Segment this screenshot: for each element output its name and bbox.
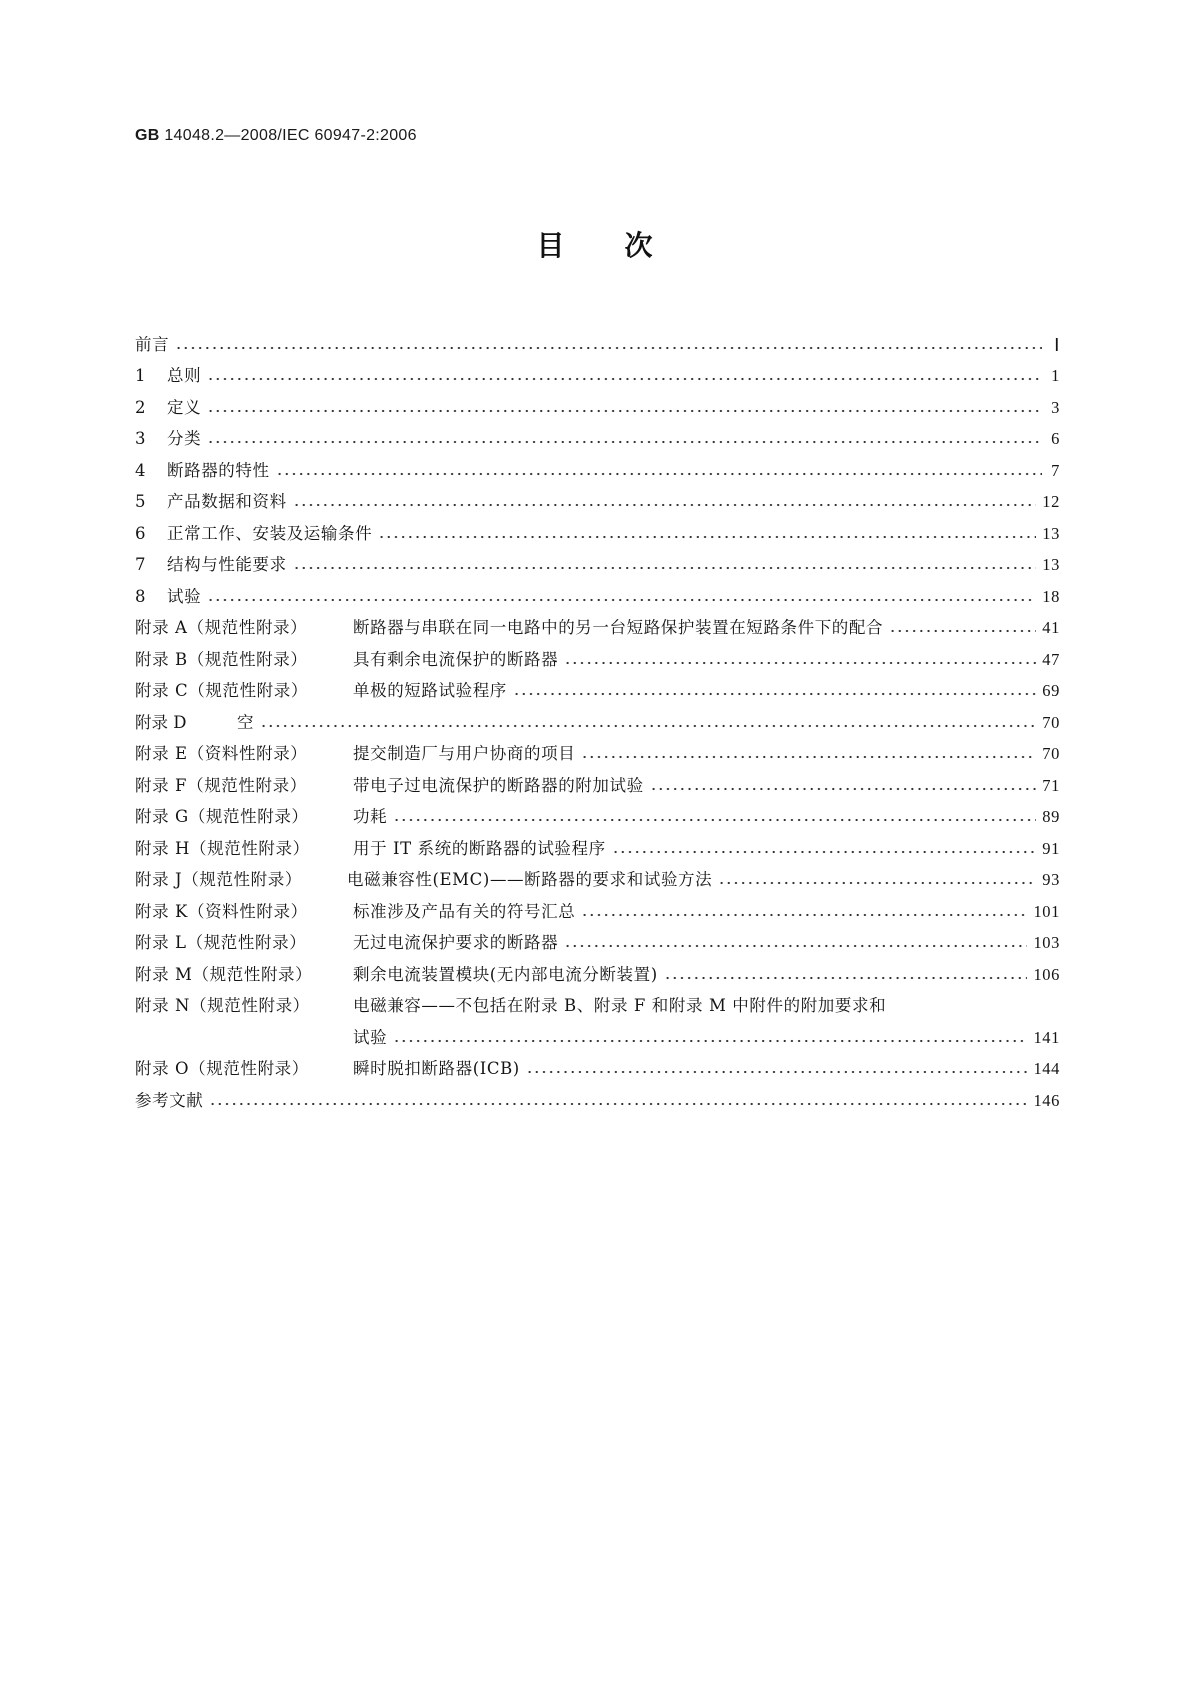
dot-leader (564, 660, 1036, 666)
toc-entry-annex[interactable] (135, 1049, 1060, 1081)
toc-entry-clause[interactable] (135, 419, 1060, 451)
toc-entry-page: 18 (1042, 586, 1060, 606)
toc-entry-page: 7 (1051, 460, 1060, 480)
dot-leader (207, 439, 1042, 445)
toc-entry-clause[interactable] (135, 513, 1060, 545)
annex-heading: 附录 J（规范性附录） (135, 870, 302, 889)
standard-number (135, 127, 417, 145)
toc-entry-page: 106 (1033, 964, 1060, 984)
toc-entry-annex-n-continued[interactable] (135, 1017, 1060, 1049)
clause-number: 1 (135, 366, 146, 385)
dot-leader (393, 1038, 1027, 1044)
dot-leader (889, 628, 1036, 634)
dot-leader (207, 597, 1036, 603)
toc-entry-annex-n[interactable] (135, 986, 1060, 1018)
toc-entry-foreword[interactable] (135, 324, 1060, 356)
toc-entry-page: 70 (1042, 744, 1060, 763)
toc-entry-page: 70 (1042, 712, 1060, 732)
toc-entry-page: 69 (1042, 681, 1060, 700)
toc-entry-annex[interactable] (135, 639, 1060, 671)
toc-entry-clause[interactable] (135, 356, 1060, 388)
toc-entry-label: 提交制造厂与用户协商的项目 (353, 744, 576, 763)
dot-leader (276, 471, 1042, 477)
dot-leader (612, 849, 1037, 855)
toc-entry-label: 断路器与串联在同一电路中的另一台短路保护装置在短路条件下的配合 (353, 618, 884, 637)
dot-leader (718, 880, 1036, 886)
toc-entry-page: 93 (1042, 870, 1060, 889)
title-char-1: 目 (536, 229, 567, 262)
annex-heading: 附录 G（规范性附录） (135, 807, 309, 826)
toc-entry-clause[interactable] (135, 576, 1060, 608)
toc-entry-label: 总则 (167, 366, 202, 385)
toc-entry-page: 13 (1042, 555, 1060, 574)
toc-entry-label: 带电子过电流保护的断路器的附加试验 (353, 775, 644, 795)
toc-entry-annex[interactable] (135, 860, 1060, 892)
toc-entry-label: 前言 (135, 334, 170, 354)
annex-heading: 附录 N（规范性附录） (135, 996, 310, 1015)
toc-entry-label: 无过电流保护要求的断路器 (353, 933, 559, 952)
toc-entry-label-line1: 电磁兼容——不包括在附录 B、附录 F 和附录 M 中附件的附加要求和 (353, 996, 887, 1015)
annex-heading: 附录 F（规范性附录） (135, 775, 307, 795)
toc-entry-page: Ⅰ (1054, 334, 1060, 355)
toc-entry-label-line2: 试验 (353, 1027, 388, 1047)
annex-heading: 附录 B（规范性附录） (135, 649, 308, 669)
dot-leader (513, 691, 1036, 697)
toc-entry-page: 3 (1051, 397, 1060, 417)
dot-leader (378, 534, 1036, 540)
annex-heading: 附录 C（规范性附录） (135, 681, 308, 700)
toc-entry-label: 电磁兼容性(EMC)——断路器的要求和试验方法 (347, 870, 713, 889)
dot-leader (207, 376, 1042, 382)
toc-entry-clause[interactable] (135, 482, 1060, 514)
standard-code: 14048.2—2008/IEC 60947-2:2006 (164, 127, 417, 144)
standard-prefix: GB (135, 127, 160, 144)
toc-entry-annex[interactable] (135, 608, 1060, 640)
clause-number: 6 (135, 523, 146, 543)
toc-entry-clause[interactable] (135, 387, 1060, 419)
clause-number: 2 (135, 397, 146, 417)
toc-entry-page: 141 (1033, 1027, 1060, 1047)
toc-entry-page: 146 (1033, 1090, 1060, 1110)
dot-leader (207, 408, 1042, 414)
dot-leader (293, 565, 1037, 571)
toc-entry-label: 瞬时脱扣断路器(ICB) (353, 1059, 520, 1078)
dot-leader (650, 786, 1037, 792)
clause-number: 5 (135, 492, 146, 511)
dot-leader (564, 943, 1027, 949)
toc-entry-page: 1 (1051, 366, 1060, 385)
toc-entry-page: 103 (1033, 933, 1060, 952)
dot-leader (393, 817, 1036, 823)
toc-entry-label: 正常工作、安装及运输条件 (167, 523, 373, 543)
annex-heading: 附录 H（规范性附录） (135, 838, 310, 858)
dot-leader (581, 912, 1027, 918)
clause-number: 4 (135, 460, 146, 480)
toc-entry-page: 71 (1042, 775, 1060, 795)
annex-heading: 附录 O（规范性附录） (135, 1059, 309, 1078)
toc-entry-page: 91 (1042, 838, 1060, 858)
title-char-2: 次 (624, 229, 655, 262)
toc-entry-label: 具有剩余电流保护的断路器 (353, 649, 559, 669)
toc-entry-annex[interactable] (135, 671, 1060, 703)
toc-entry-label: 断路器的特性 (167, 460, 270, 480)
toc-entry-label: 分类 (167, 429, 202, 448)
toc-entry-page: 12 (1042, 492, 1060, 511)
annex-heading: 附录 L（规范性附录） (135, 933, 307, 952)
toc-entry-label: 单极的短路试验程序 (353, 681, 507, 700)
page-title (0, 228, 1191, 264)
toc-entry-annex[interactable] (135, 734, 1060, 766)
toc-entry-page: 47 (1042, 649, 1060, 669)
toc-entry-label: 功耗 (353, 807, 388, 826)
toc-entry-label: 剩余电流装置模块(无内部电流分断装置) (353, 964, 658, 984)
annex-heading: 附录 A（规范性附录） (135, 618, 308, 637)
annex-heading: 附录 M（规范性附录） (135, 964, 313, 984)
toc-entry-page: 144 (1033, 1059, 1060, 1078)
toc-entry-annex[interactable] (135, 954, 1060, 986)
toc-entry-annex[interactable] (135, 702, 1060, 734)
table-of-contents (135, 324, 1060, 1112)
toc-entry-page: 13 (1042, 523, 1060, 543)
clause-number: 7 (135, 555, 146, 574)
toc-entry-page: 101 (1033, 901, 1060, 921)
annex-heading: 附录 E（资料性附录） (135, 744, 308, 763)
dot-leader (175, 345, 1042, 351)
toc-entry-annex[interactable] (135, 891, 1060, 923)
dot-leader (581, 754, 1036, 760)
dot-leader (260, 723, 1036, 729)
dot-leader (209, 1101, 1027, 1107)
toc-entry-label: 空 (237, 712, 255, 732)
toc-entry-label: 结构与性能要求 (167, 555, 287, 574)
toc-entry-label: 用于 IT 系统的断路器的试验程序 (353, 838, 606, 858)
toc-entry-label: 产品数据和资料 (167, 492, 287, 511)
clause-number: 3 (135, 429, 146, 448)
toc-entry-label: 定义 (167, 397, 202, 417)
dot-leader (664, 975, 1028, 981)
clause-number: 8 (135, 586, 146, 606)
toc-entry-clause[interactable] (135, 545, 1060, 577)
toc-entry-annex[interactable] (135, 765, 1060, 797)
toc-entry-label: 参考文献 (135, 1090, 204, 1110)
toc-entry-bibliography[interactable] (135, 1080, 1060, 1112)
toc-entry-clause[interactable] (135, 450, 1060, 482)
toc-entry-label: 标准涉及产品有关的符号汇总 (353, 901, 576, 921)
dot-leader (293, 502, 1037, 508)
toc-entry-annex[interactable] (135, 923, 1060, 955)
toc-entry-annex[interactable] (135, 797, 1060, 829)
annex-heading: 附录 K（资料性附录） (135, 901, 308, 921)
toc-entry-page: 6 (1051, 429, 1060, 448)
dot-leader (526, 1069, 1028, 1075)
toc-entry-label: 试验 (167, 586, 202, 606)
toc-entry-page: 41 (1042, 618, 1060, 637)
toc-entry-annex[interactable] (135, 828, 1060, 860)
toc-entry-page: 89 (1042, 807, 1060, 826)
annex-heading: 附录 D (135, 712, 187, 732)
